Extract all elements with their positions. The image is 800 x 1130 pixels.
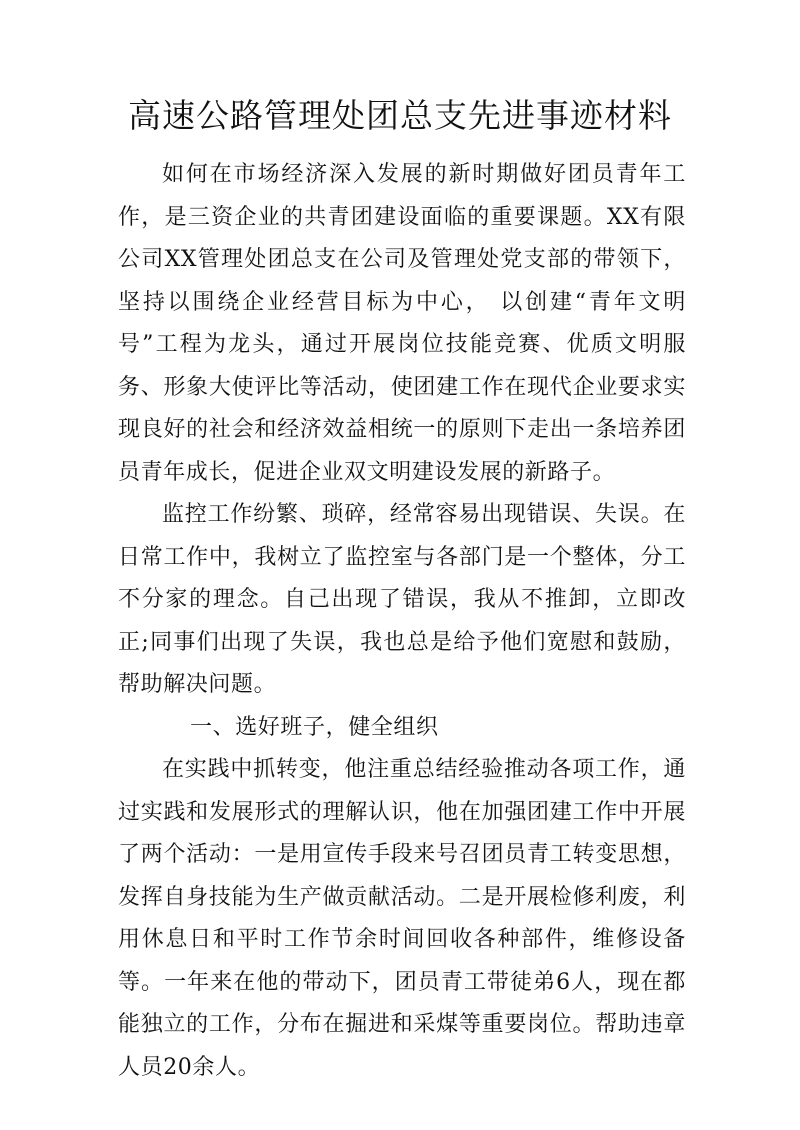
section-heading: 一、选好班子，健全组织	[190, 714, 439, 740]
paragraph-section-body: 在实践中抓转变，他注重总结经验推动各项工作，通过实践和发展形式的理解认识，他在加强团建工作中开展了两个活动：一是用宣传手段来号召团员青工转变思想，发挥自身技能为生产做贡献活动。二是开展检修利废，利用休息日和平时工作节余时间回收各种部件，维修设备等。一年来在他的带动下，团员青工带徒弟6人，现在都能独立的工作，分布在掘进和采煤等重要岗位。帮助违章人员20余人。	[118, 757, 686, 1080]
document-title: 高速公路管理处团总支先进事迹材料	[128, 96, 672, 135]
paragraph-intro: 如何在市场经济深入发展的新时期做好团员青年工作，是三资企业的共青团建设面临的重要课题。XX有限公司XX管理处团总支在公司及管理处党支部的带领下，坚持以围绕企业经营目标为中心， 以创建“青年文明号”工程为龙头，通过开展岗位技能竞赛、优质文明服务、形象大使评比等活动，使团建工作在现代企业要求实现良好的社会和经济效益相统一的原则下走出一条培养团员青年成长，促进企业双文明建设发展的新路子。	[118, 162, 686, 485]
document-body	[118, 154, 686, 1089]
paragraph-monitoring: 监控工作纷繁、琐碎，经常容易出现错误、失误。在日常工作中，我树立了监控室与各部门是一个整体，分工不分家的理念。自己出现了错误，我从不推卸，立即改正;同事们出现了失误，我也总是给予他们宽慰和鼓励，帮助解决问题。	[118, 502, 686, 697]
